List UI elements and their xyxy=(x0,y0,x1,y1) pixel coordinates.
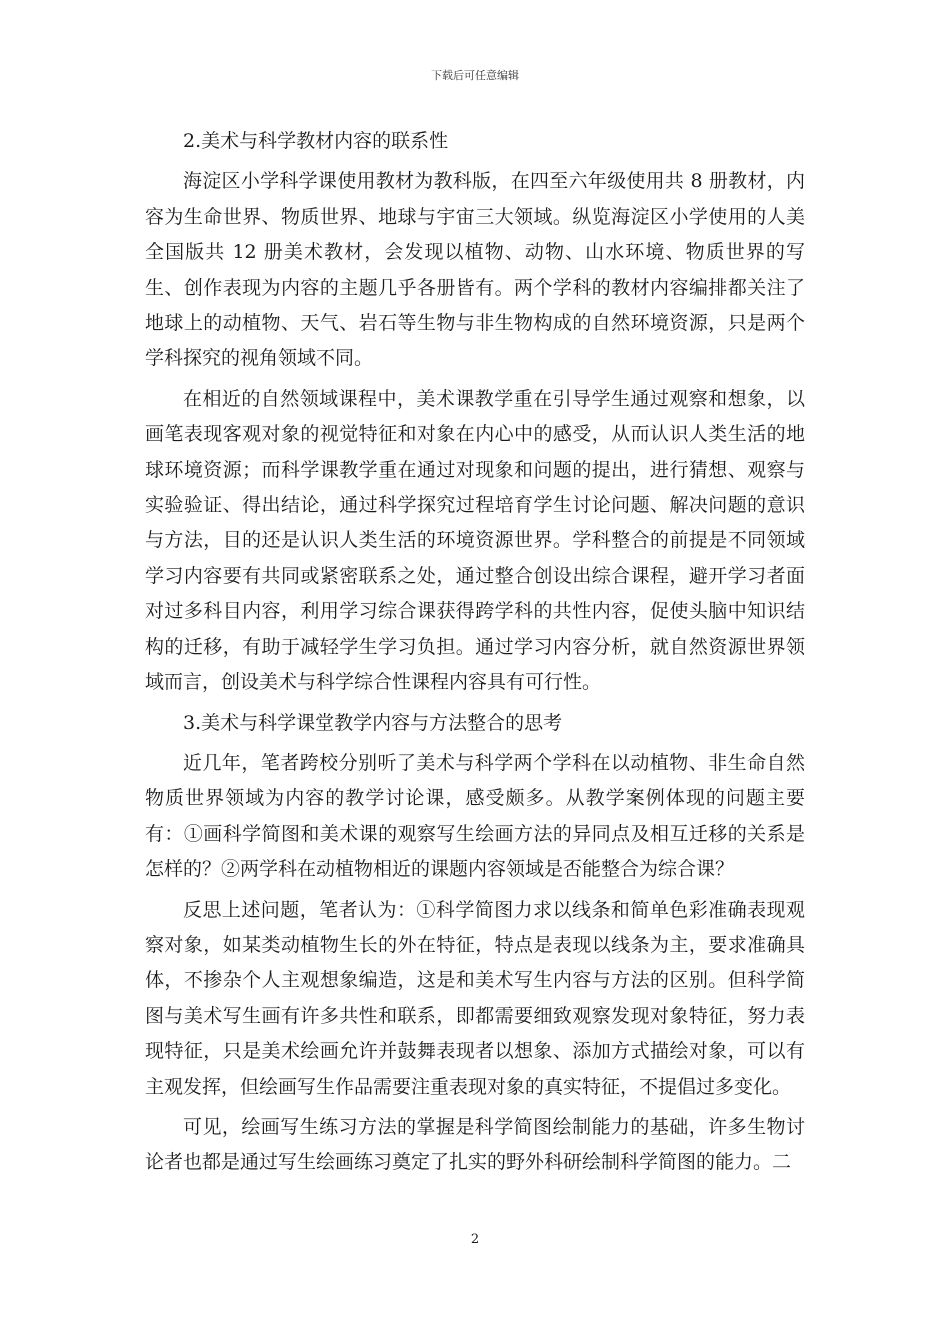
paragraph: 海淀区小学科学课使用教材为教科版，在四至六年级使用共 8 册教材，内容为生命世界、物质世界、地球与宇宙三大领域。纵览海淀区小学使用的人美全国版共 12 册美术教材，会发现以植物、动物、山水环境、物质世界的写生、创作表现为内容的主题几乎各册皆有。两个学科的教材内容编排都关注了地球上的动植物、天气、岩石等生物与非生物构成的自然环境资源，只是两个学科探究的视角领域不同。 xyxy=(145,170,805,370)
paragraph: 在相近的自然领域课程中，美术课教学重在引导学生通过观察和想象，以画笔表现客观对象的视觉特征和对象在内心中的感受，从而认识人类生活的地球环境资源；而科学课教学重在通过对现象和问题的提出，进行猜想、观察与实验验证、得出结论，通过科学探究过程培育学生讨论问题、解决问题的意识与方法，目的还是认识人类生活的环境资源世界。学科整合的前提是不同领域学习内容要有共同或紧密联系之处，通过整合创设出综合课程，避开学习者面对过多科目内容，利用学习综合课获得跨学科的共性内容，促使头脑中知识结构的迁移，有助于减轻学生学习负担。通过学习内容分析，就自然资源世界领域而言，创设美术与科学综合性课程内容具有可行性。 xyxy=(145,387,805,694)
section-heading: 3.美术与科学课堂教学内容与方法整合的思考 xyxy=(183,711,563,734)
paragraph: 近几年，笔者跨校分别听了美术与科学两个学科在以动植物、非生命自然物质世界领域为内容的教学讨论课，感受颇多。从教学案例体现的问题主要有：①画科学简图和美术课的观察写生绘画方法的异同点及相互迁移的关系是怎样的？②两学科在动植物相近的课题内容领域是否能整合为综合课？ xyxy=(145,751,805,881)
page-header-note: 下载后可任意编辑 xyxy=(431,69,519,82)
document-body xyxy=(145,124,805,1186)
paragraph: 可见，绘画写生练习方法的掌握是科学简图绘制能力的基础，许多生物讨论者也都是通过写生绘画练习奠定了扎实的野外科研绘制科学简图的能力。二 xyxy=(145,1115,805,1174)
page-number: 2 xyxy=(470,1232,480,1247)
paragraph: 反思上述问题，笔者认为：①科学简图力求以线条和简单色彩准确表现观察对象，如某类动植物生长的外在特征，特点是表现以线条为主，要求准确具体，不掺杂个人主观想象编造，这是和美术写生内容与方法的区别。但科学简图与美术写生画有许多共性和联系，即都需要细致观察发现对象特征，努力表现特征，只是美术绘画允许并鼓舞表现者以想象、添加方式描绘对象，可以有主观发挥，但绘画写生作品需要注重表现对象的真实特征，不提倡过多变化。 xyxy=(145,898,805,1098)
section-heading: 2.美术与科学教材内容的联系性 xyxy=(183,130,449,152)
